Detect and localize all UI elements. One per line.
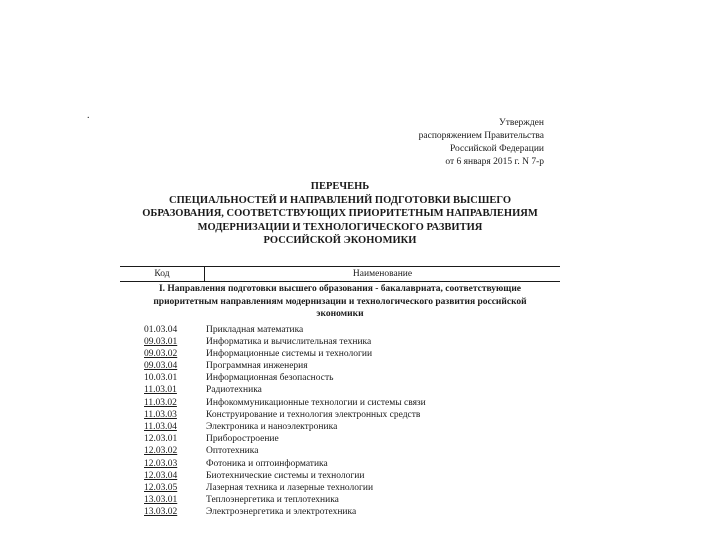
table-row <box>120 348 560 360</box>
approval-line: от 6 января 2015 г. N 7-р <box>445 157 544 167</box>
title-line: МОДЕРНИЗАЦИИ И ТЕХНОЛОГИЧЕСКОГО РАЗВИТИЯ <box>197 221 483 233</box>
table-header <box>120 266 560 282</box>
table-row <box>120 409 560 421</box>
table-row <box>120 336 560 348</box>
specialty-name: Приборостроение <box>206 434 279 445</box>
table-row <box>120 458 560 470</box>
specialties-table <box>120 266 560 519</box>
specialty-name: Программная инженерия <box>206 361 308 372</box>
code-cell <box>120 458 204 470</box>
table-row <box>120 494 560 506</box>
code-cell <box>120 409 204 421</box>
table-row <box>120 506 560 518</box>
approval-line: распоряжением Правительства <box>418 131 544 141</box>
specialty-name: Инфокоммуникационные технологии и системы связи <box>206 397 426 408</box>
table-row <box>120 482 560 494</box>
table-row <box>120 397 560 409</box>
code-text: 10.03.01 <box>144 373 178 384</box>
code-link[interactable]: 13.03.02 <box>144 507 178 518</box>
code-link[interactable]: 13.03.01 <box>144 495 178 506</box>
code-link[interactable]: 11.03.03 <box>144 409 177 420</box>
code-link[interactable]: 09.03.01 <box>144 336 178 347</box>
header-name: Наименование <box>352 269 413 279</box>
code-cell <box>120 494 204 506</box>
code-link[interactable]: 12.03.04 <box>144 470 178 481</box>
code-link[interactable]: 12.03.03 <box>144 458 178 469</box>
table-row <box>120 372 560 384</box>
code-cell <box>120 397 204 409</box>
specialty-name: Информационные системы и технологии <box>206 348 373 359</box>
specialty-name: Информационная безопасность <box>206 373 334 384</box>
specialty-name: Конструирование и технология электронных средств <box>206 409 421 420</box>
code-cell <box>120 384 204 396</box>
code-link[interactable]: 12.03.02 <box>144 446 178 457</box>
specialty-name: Теплоэнергетика и теплотехника <box>206 495 339 506</box>
code-cell <box>120 445 204 457</box>
code-link[interactable]: 11.03.02 <box>144 397 177 408</box>
code-cell <box>120 360 204 372</box>
code-cell <box>120 433 204 445</box>
header-code: Код <box>120 267 205 281</box>
section-line: I. Направления подготовки высшего образования - бакалавриата, соответствующие <box>158 284 522 294</box>
code-cell <box>120 421 204 433</box>
code-link[interactable]: 11.03.01 <box>144 385 177 396</box>
specialty-name: Биотехнические системы и технологии <box>206 470 365 481</box>
code-link[interactable]: 09.03.04 <box>144 361 178 372</box>
table-row <box>120 445 560 457</box>
title-line: ОБРАЗОВАНИЯ, СООТВЕТСТВУЮЩИХ ПРИОРИТЕТНЫМ НАПРАВЛЕНИЯМ <box>142 208 538 219</box>
table-body <box>120 324 560 519</box>
code-link[interactable]: 09.03.02 <box>144 348 178 359</box>
table-row <box>120 324 560 336</box>
table-row <box>120 433 560 445</box>
section-line: приоритетным направлениям модернизации и технологического развития российской <box>153 296 527 307</box>
approval-line: Российской Федерации <box>449 144 544 154</box>
code-cell <box>120 348 204 360</box>
code-cell <box>120 336 204 348</box>
specialty-name: Электроника и наноэлектроника <box>206 422 338 432</box>
code-cell <box>120 470 204 482</box>
code-link[interactable]: 12.03.05 <box>144 482 178 493</box>
specialty-name: Электроэнергетика и электротехника <box>206 507 357 518</box>
code-cell <box>120 482 204 494</box>
title-line: РОССИЙСКОЙ ЭКОНОМИКИ <box>263 235 417 246</box>
document-title <box>120 180 560 248</box>
title-line: СПЕЦИАЛЬНОСТЕЙ И НАПРАВЛЕНИЙ ПОДГОТОВКИ ВЫСШЕГО <box>168 194 512 206</box>
title-line: ПЕРЕЧЕНЬ <box>310 181 370 192</box>
table-row <box>120 421 560 433</box>
header-mark: . <box>87 110 90 121</box>
specialty-name: Радиотехника <box>206 385 262 396</box>
specialty-name: Лазерная техника и лазерные технологии <box>206 482 374 493</box>
code-text: 12.03.01 <box>144 434 178 445</box>
approval-block <box>419 117 544 169</box>
table-row <box>120 384 560 396</box>
specialty-name: Информатика и вычислительная техника <box>206 336 372 347</box>
code-link[interactable]: 11.03.04 <box>144 422 177 432</box>
table-row <box>120 470 560 482</box>
code-cell <box>120 372 204 384</box>
table-row <box>120 360 560 372</box>
code-cell <box>120 506 204 518</box>
specialty-name: Прикладная математика <box>206 324 304 335</box>
section-line: экономики <box>316 309 364 319</box>
section-heading <box>120 282 560 324</box>
code-cell <box>120 324 204 336</box>
approval-line: Утвержден <box>499 118 544 128</box>
specialty-name: Оптотехника <box>206 446 259 457</box>
code-text: 01.03.04 <box>144 324 178 335</box>
specialty-name: Фотоника и оптоинформатика <box>206 458 328 469</box>
